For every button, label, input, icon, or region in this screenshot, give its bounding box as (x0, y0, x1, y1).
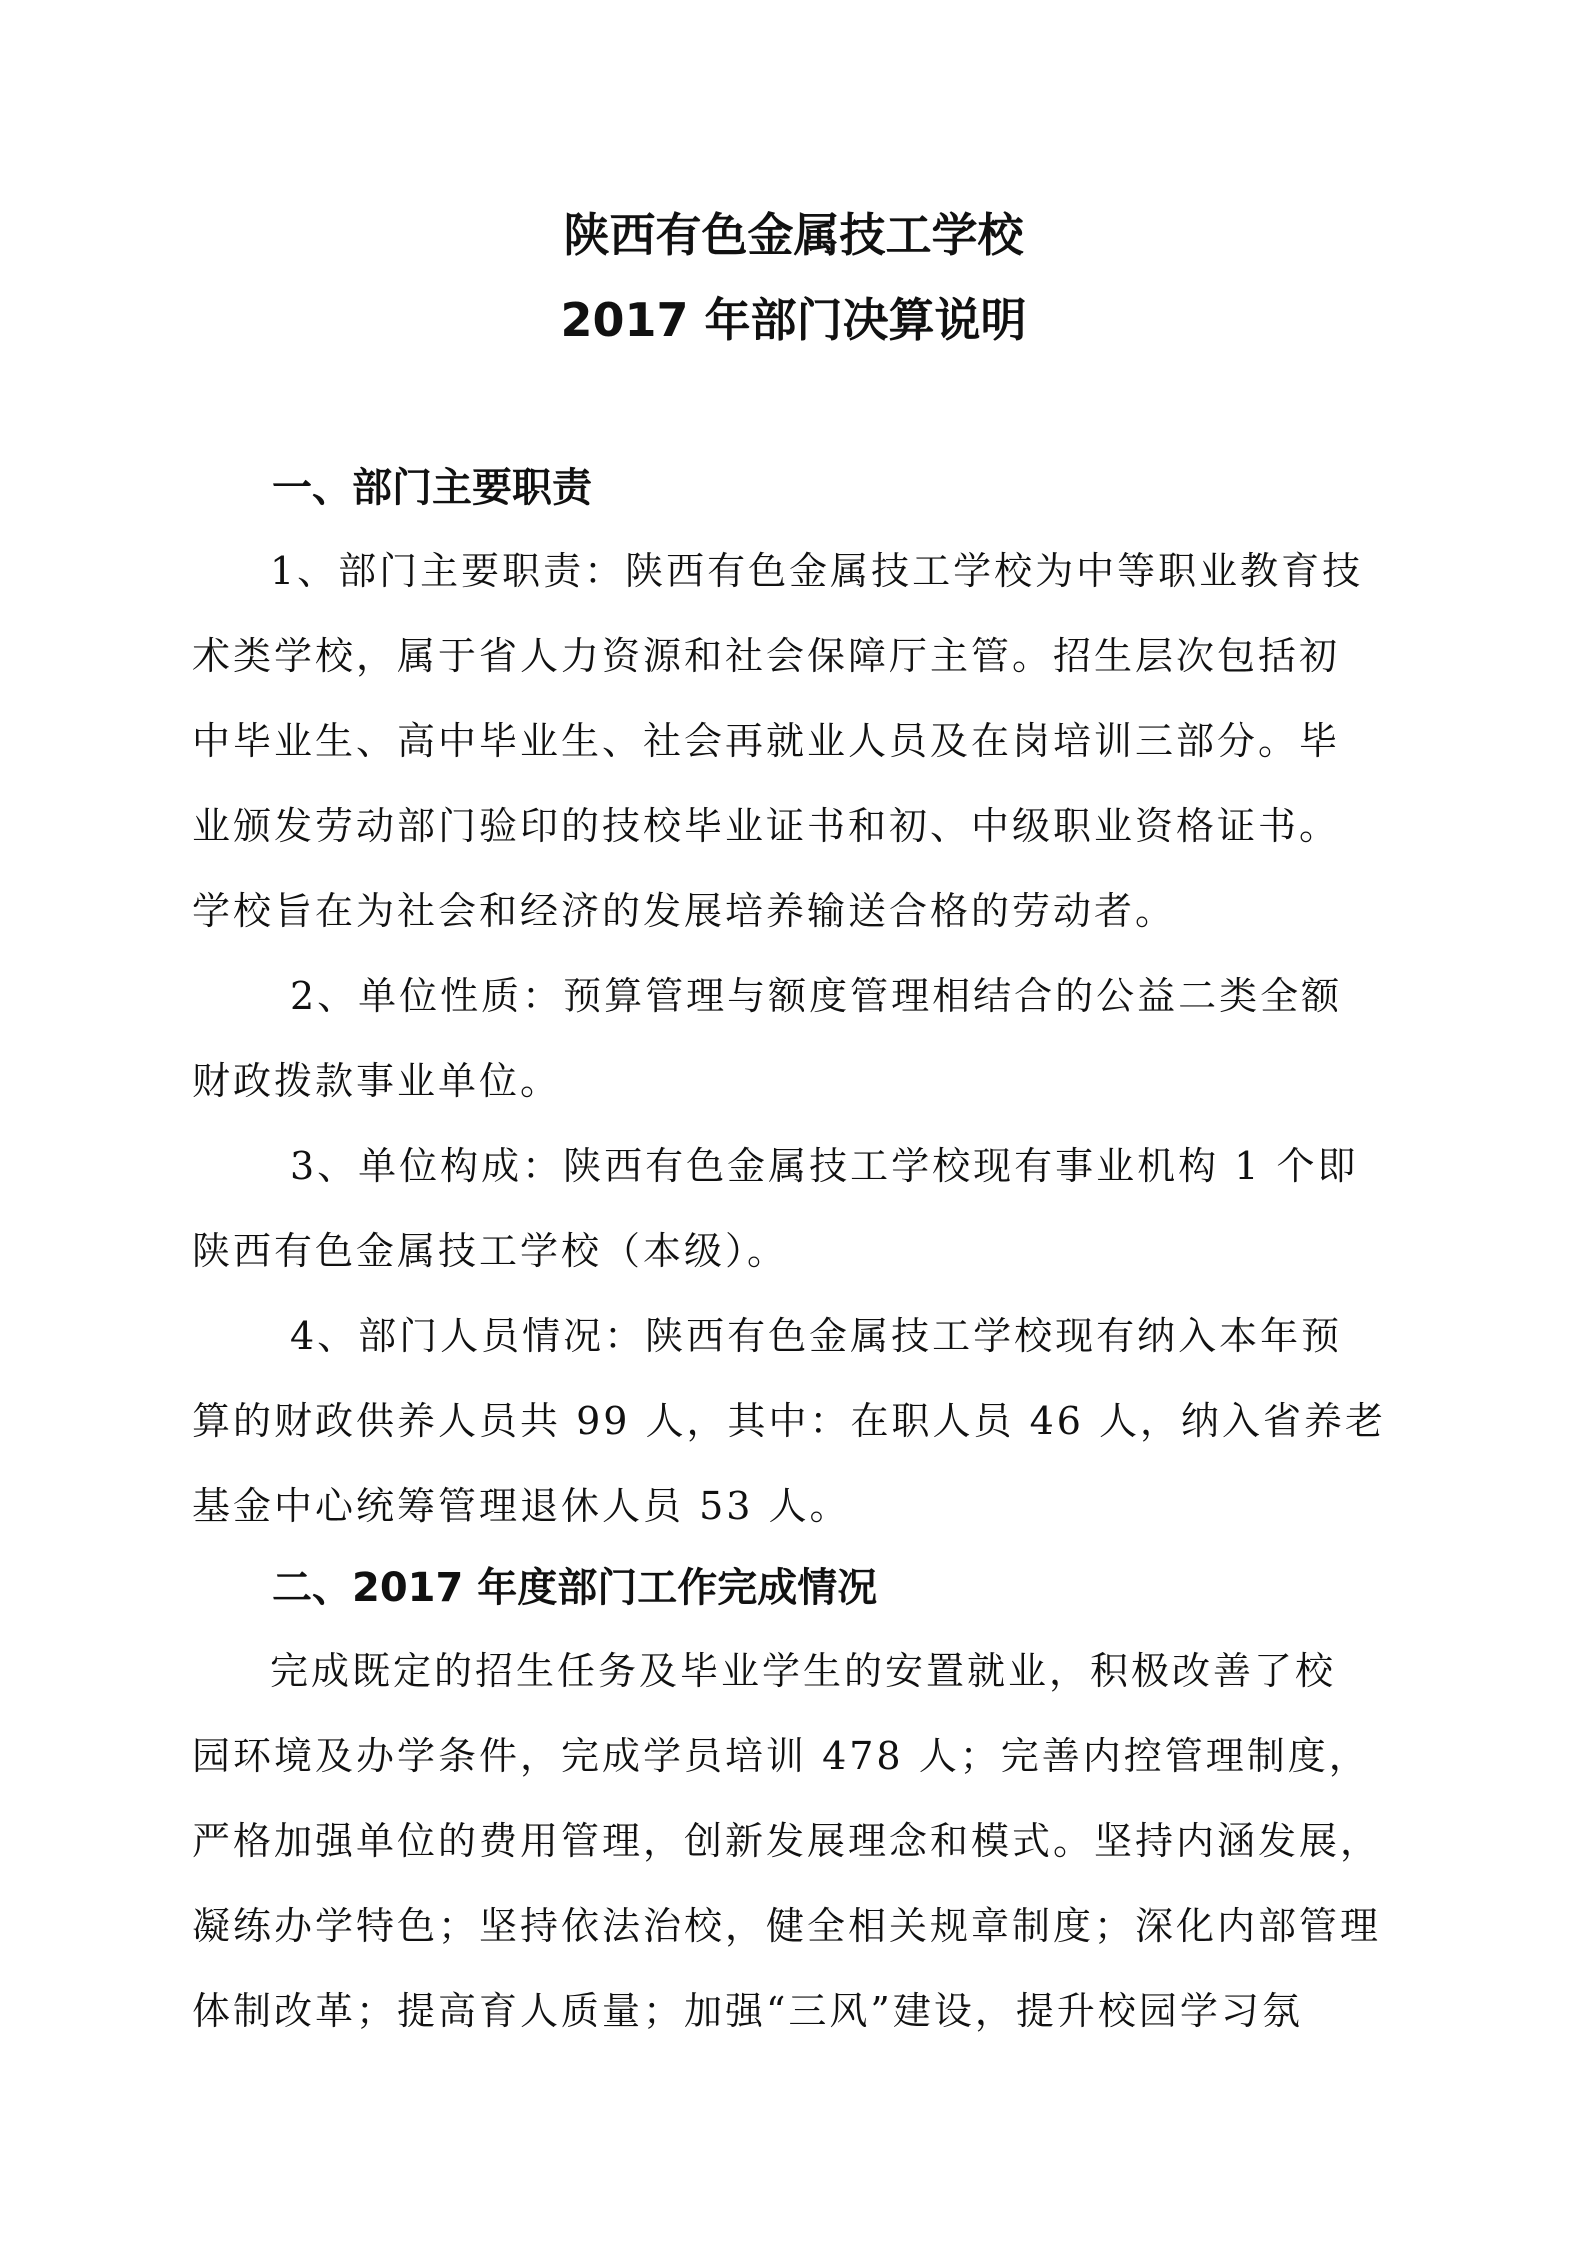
section1-line: 3、单位构成：陕西有色金属技工学校现有事业机构 1 个即 (290, 1144, 1359, 1188)
section2-line: 完成既定的招生任务及毕业学生的安置就业，积极改善了校 (270, 1649, 1337, 1693)
section1-line: 陕西有色金属技工学校（本级）。 (192, 1229, 789, 1273)
section2-line: 严格加强单位的费用管理，创新发展理念和模式。坚持内涵发展， (192, 1819, 1382, 1863)
section2-heading: 二、2017 年度部门工作完成情况 (272, 1565, 878, 1611)
section1-line: 基金中心统筹管理退休人员 53 人。 (192, 1484, 851, 1528)
document-title-line1: 陕西有色金属技工学校 (563, 208, 1024, 262)
section1-line: 财政拨款事业单位。 (192, 1059, 562, 1103)
section1-line: 4、部门人员情况：陕西有色金属技工学校现有纳入本年预 (290, 1314, 1343, 1358)
section1-line: 中毕业生、高中毕业生、社会再就业人员及在岗培训三部分。毕 (192, 719, 1341, 763)
section1-line: 术类学校，属于省人力资源和社会保障厅主管。招生层次包括初 (192, 634, 1341, 678)
section1-line: 算的财政供养人员共 99 人，其中：在职人员 46 人，纳入省养老 (192, 1399, 1387, 1443)
section1-heading: 一、部门主要职责 (272, 465, 592, 511)
section1-line: 2、单位性质：预算管理与额度管理相结合的公益二类全额 (290, 974, 1343, 1018)
section1-line: 学校旨在为社会和经济的发展培养输送合格的劳动者。 (192, 889, 1177, 933)
section2-line: 体制改革；提高育人质量；加强“三风”建设，提升校园学习氛 (192, 1989, 1303, 2033)
section1-line: 1、部门主要职责：陕西有色金属技工学校为中等职业教育技 (270, 549, 1364, 593)
section1-line: 业颁发劳动部门验印的技校毕业证书和初、中级职业资格证书。 (192, 804, 1341, 848)
section2-line: 凝练办学特色；坚持依法治校，健全相关规章制度；深化内部管理 (192, 1904, 1382, 1948)
document-title-line2: 2017 年部门决算说明 (560, 293, 1027, 347)
section2-line: 园环境及办学条件，完成学员培训 478 人；完善内控管理制度， (192, 1734, 1370, 1778)
